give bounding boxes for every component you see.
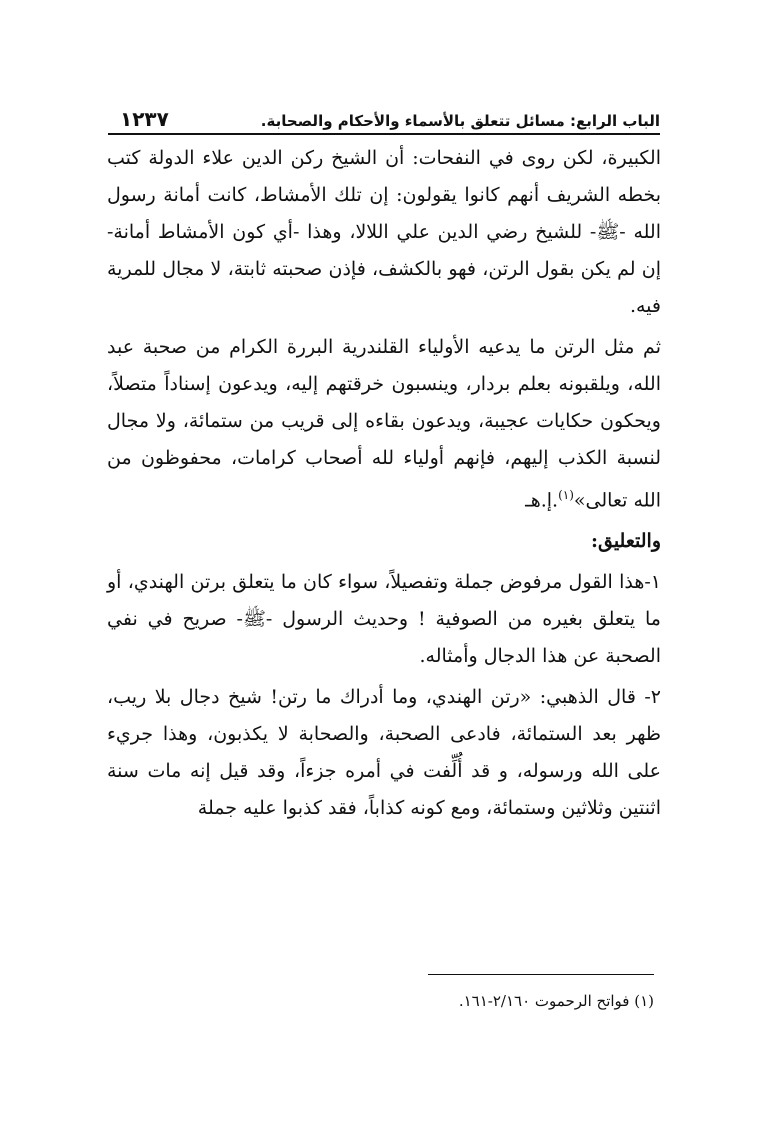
section-heading: والتعليق: (590, 530, 661, 553)
paragraph-4: ٢- قال الذهبي: «رتن الهندي، وما أدراك ما رتن! شيخ دجال بلا ريب، ظهر بعد الستمائة، فادعى الصحبة، والصحابة لا يكذبون، وهذا جريء على الله ورسوله، و قد أُلِّفت في أمره جزءاً، وقد قيل إنه مات سنة اثنتين وثلاثين وستمائة، ومع كونه كذاباً، فقد كذبوا عليه جملة (107, 686, 661, 820)
running-header (108, 103, 660, 135)
paragraph-1: الكبيرة، لكن روى في النفحات: أن الشيخ ركن الدين علاء الدولة كتب بخطه الشريف أنهم كانوا يقولون: إن تلك الأمشاط، كانت أمانة رسول الله -ﷺ- للشيخ رضي الدين علي اللالا، وهذا -أي كون الأمشاط أمانة- إن لم يكن بقول الرتن، فهو بالكشف، فإذن صحبته ثابتة، لا مجال للمرية فيه. (107, 147, 661, 317)
footnote-ref: (١) (558, 488, 574, 502)
footnote: (١) فواتح الرحموت ٢/١٦٠-١٦١. (458, 992, 654, 1010)
footnote-divider (428, 974, 654, 975)
chapter-title: الباب الرابع: مسائل تتعلق بالأسماء والأحكام والصحابة. (260, 112, 660, 130)
paragraph-2-end: .إ.هـ (525, 489, 559, 512)
paragraph-2 (107, 329, 661, 519)
main-text (107, 140, 661, 827)
paragraph-2-text: ثم مثل الرتن ما يدعيه الأولياء القلندرية البررة الكرام من صحبة عبد الله، ويلقبونه بعلم بردار، وينسبون خرقتهم إليه، ويدعون إسناداً متصلاً، ويحكون حكايات عجيبة، ويدعون بقاءه إلى قريب من ستمائة، ولا مجال لنسبة الكذب إليهم، فإنهم أولياء لله أصحاب كرامات، محفوظون من الله تعالى» (107, 336, 662, 512)
page-number: ١٢٣٧ (120, 107, 169, 131)
paragraph-3: ١-هذا القول مرفوض جملة وتفصيلاً، سواء كان ما يتعلق برتن الهندي، أو ما يتعلق بغيره من الصوفية ! وحديث الرسول -ﷺ- صريح في نفي الصحبة عن هذا الدجال وأمثاله. (107, 571, 661, 668)
